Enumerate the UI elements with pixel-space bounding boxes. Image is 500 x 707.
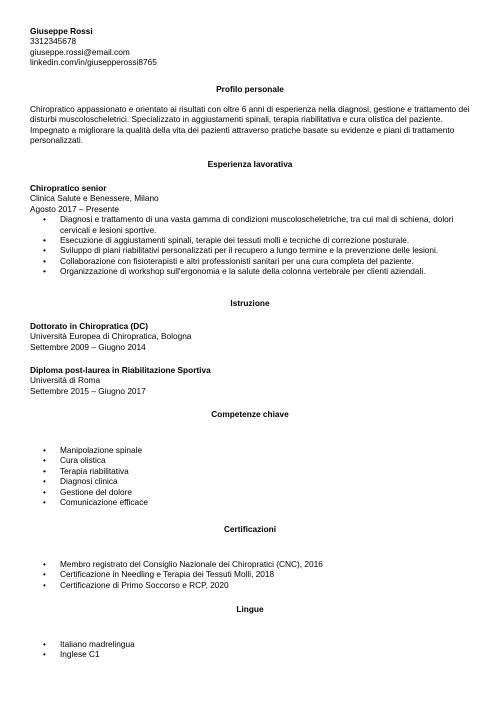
- bullet-text: Diagnosi e trattamento di una vasta gamma di condizioni muscoloscheletriche, tra cui mal di schiena, dolori cervicali e lesioni sportive.: [60, 214, 454, 235]
- list-item: [30, 580, 470, 590]
- email-address: giuseppe.rossi@email.com: [30, 46, 130, 57]
- language-text: Inglese C1: [60, 649, 100, 660]
- list-item: [30, 649, 470, 659]
- list-item: [30, 455, 470, 465]
- bullet-icon: •: [43, 455, 46, 466]
- list-item: [30, 639, 470, 649]
- language-text: Italiano madrelingua: [60, 639, 135, 649]
- list-item: [30, 476, 470, 486]
- bullet-text: Collaborazione con fisioterapisti e altri professionisti sanitari per una cura completa del paziente.: [60, 255, 414, 266]
- bullet-icon: •: [43, 255, 46, 266]
- list-item: [30, 245, 470, 255]
- phone-number: 3312345678: [30, 36, 77, 47]
- degree-title: Dottorato in Chiropratica (DC): [30, 321, 148, 331]
- profile-heading: Profilo personale: [216, 84, 284, 94]
- list-item: [30, 445, 470, 455]
- list-item: [30, 487, 470, 497]
- certification-text: Certificazione in Needling e Terapia dei Tessuti Molli, 2018: [60, 569, 275, 580]
- bullet-icon: •: [43, 266, 46, 277]
- skill-text: Comunicazione efficace: [60, 497, 148, 508]
- bullet-icon: •: [43, 569, 46, 580]
- bullet-icon: •: [43, 214, 46, 225]
- degree-school: Università di Roma: [30, 375, 101, 386]
- degree-dates: Settembre 2009 – Giugno 2014: [30, 341, 146, 352]
- certification-text: Certificazione di Primo Soccorso e RCP, 2020: [60, 579, 229, 590]
- bullet-icon: •: [43, 579, 46, 590]
- job-company: Clinica Salute e Benessere, Milano: [30, 193, 159, 204]
- list-item: [30, 235, 470, 245]
- bullet-icon: •: [43, 245, 46, 256]
- certifications-list: [30, 559, 470, 590]
- list-item: [30, 569, 470, 579]
- list-item: [30, 497, 470, 507]
- bullet-icon: •: [43, 486, 46, 497]
- bullet-icon: •: [43, 235, 46, 246]
- job-title: Chiropratico senior: [30, 183, 107, 193]
- list-item: [30, 256, 470, 266]
- bullet-icon: •: [43, 497, 46, 508]
- skill-text: Terapia riabilitativa: [60, 465, 129, 476]
- bullet-text: Organizzazione di workshop sull'ergonomia e la salute della colonna vertebrale per clienti aziendali.: [60, 266, 426, 277]
- job-dates: Agosto 2017 – Presente: [30, 203, 120, 214]
- bullet-icon: •: [43, 445, 46, 455]
- certification-text: Membro registrato del Consiglio Nazionale dei Chiropratici (CNC), 2016: [60, 559, 323, 569]
- experience-entry: [30, 183, 470, 277]
- bullet-text: Esecuzione di aggiustamenti spinali, terapie dei tessuti molli e tecniche di correzione posturale.: [60, 235, 410, 246]
- certifications-heading: Certificazioni: [223, 524, 277, 534]
- languages-heading: Lingue: [236, 604, 264, 614]
- languages-list: [30, 639, 470, 660]
- profile-text: Chiropratico appassionato e orientato ai risultati con oltre 6 anni di esperienza nella diagnosi, gestione e trattamento dei disturbi muscoloscheletrici. Specializzato in aggiustamenti spinali, terapia riabilitativa e cura olistica del paziente. Impegnato a migliorare la qualità della vita dei pazienti attraverso pratiche basate su evidenze e piani di trattamento personalizzati.: [30, 104, 470, 146]
- education-heading: Istruzione: [230, 298, 270, 308]
- skills-list: [30, 445, 470, 507]
- degree-school: Università Europea di Chiropratica, Bologna: [30, 331, 192, 342]
- candidate-name: Giuseppe Rossi: [30, 26, 93, 36]
- linkedin-url: linkedin.com/in/giusepperossi8765: [30, 57, 157, 68]
- list-item: [30, 266, 470, 276]
- skills-heading: Competenze chiave: [211, 409, 289, 419]
- skill-text: Diagnosi clinica: [60, 476, 118, 487]
- bullet-icon: •: [43, 559, 46, 569]
- bullet-icon: •: [43, 465, 46, 476]
- contact-block: [30, 26, 470, 68]
- education-entry: [30, 365, 470, 396]
- skill-text: Gestione del dolore: [60, 486, 132, 497]
- degree-dates: Settembre 2015 – Giugno 2017: [30, 385, 146, 396]
- job-bullets: [30, 214, 470, 276]
- experience-heading: Esperienza lavorativa: [207, 159, 293, 169]
- bullet-icon: •: [43, 476, 46, 487]
- skill-text: Manipolazione spinale: [60, 445, 143, 455]
- bullet-text: Sviluppo di piani riabilitativi personalizzati per il recupero a lungo termine e la prevenzione delle lesioni.: [60, 245, 439, 256]
- degree-title: Diploma post-laurea in Riabilitazione Sportiva: [30, 365, 211, 375]
- bullet-icon: •: [43, 649, 46, 660]
- skill-text: Cura olistica: [60, 455, 106, 466]
- education-entry: [30, 321, 470, 352]
- bullet-icon: •: [43, 639, 46, 649]
- list-item: [30, 466, 470, 476]
- list-item: [30, 559, 470, 569]
- list-item: [30, 214, 470, 235]
